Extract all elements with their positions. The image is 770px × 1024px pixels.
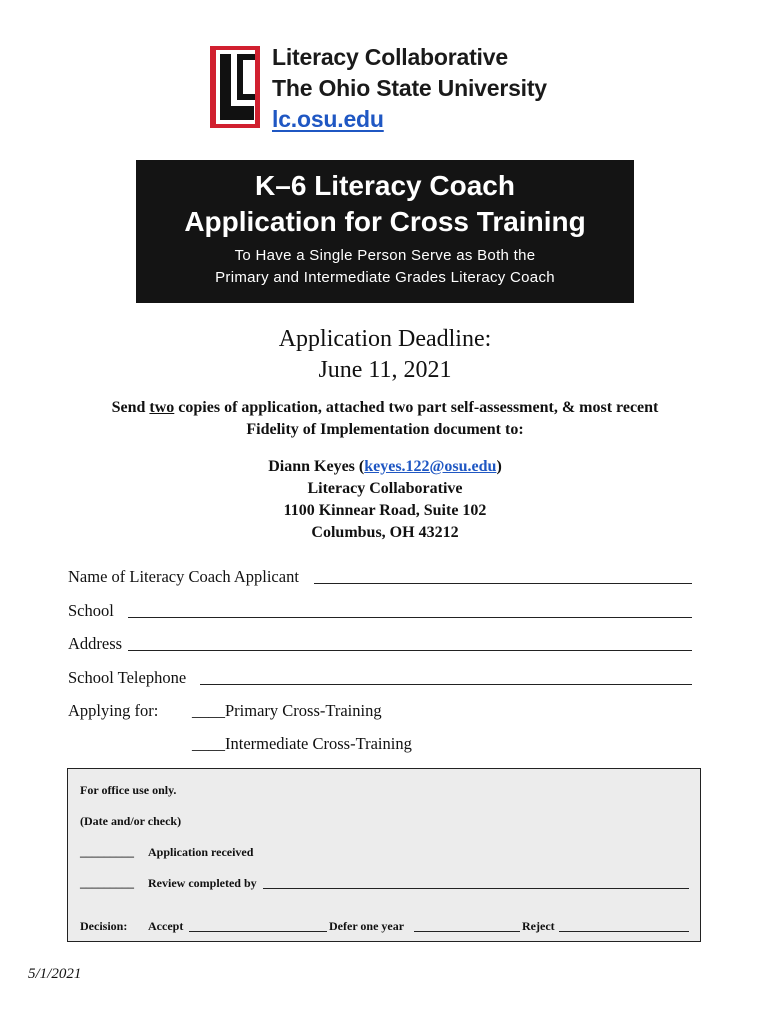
title-line-2: Application for Cross Training: [184, 206, 586, 237]
contact-org: Literacy Collaborative: [307, 480, 463, 497]
applicant-name-label: Name of Literacy Coach Applicant: [68, 567, 299, 586]
contact-paren: ): [496, 458, 502, 475]
accept-label: Accept: [148, 919, 184, 933]
accept-field[interactable]: [189, 931, 327, 932]
applying-for-label: Applying for:: [68, 701, 159, 720]
reject-field[interactable]: [559, 931, 689, 932]
school-label: School: [68, 601, 114, 620]
reject-label: Reject: [522, 919, 555, 933]
review-blank[interactable]: _________: [80, 876, 134, 890]
literacy-collaborative-logo: [210, 46, 260, 128]
contact-street: 1100 Kinnear Road, Suite 102: [283, 502, 487, 519]
contact-person: Diann Keyes (: [268, 458, 365, 475]
instructions-line-2: Fidelity of Implementation document to:: [246, 421, 524, 438]
revision-date: 5/1/2021: [28, 966, 82, 982]
office-heading: For office use only.: [80, 783, 177, 797]
deadline-label: Application Deadline:: [278, 326, 492, 352]
address-label: Address: [68, 634, 123, 653]
website-link[interactable]: lc.osu.edu: [272, 106, 384, 132]
instructions-text: Send: [111, 399, 150, 416]
received-blank[interactable]: _________: [80, 845, 134, 859]
intermediate-option[interactable]: ____Intermediate Cross-Training: [192, 734, 412, 753]
telephone-label: School Telephone: [68, 668, 187, 687]
org-block: [272, 42, 547, 135]
primary-option[interactable]: ____Primary Cross-Training: [192, 701, 382, 720]
instructions-text: copies of application, attached two part self-assessment, & most recent: [174, 399, 659, 416]
office-use-box: [67, 768, 701, 942]
received-label: Application received: [148, 845, 254, 859]
reviewer-field[interactable]: [263, 888, 689, 889]
subtitle-line-1: To Have a Single Person Serve as Both the: [234, 247, 536, 264]
university-name: The Ohio State University: [272, 75, 547, 101]
title-banner: [136, 160, 634, 303]
title-line-1: K–6 Literacy Coach: [255, 170, 515, 201]
date-check-label: (Date and/or check): [80, 814, 182, 828]
decision-label: Decision:: [80, 919, 128, 933]
contact-name: [0, 456, 770, 478]
defer-field[interactable]: [414, 931, 520, 932]
school-field[interactable]: [128, 617, 692, 618]
instructions-line-1: [0, 397, 770, 419]
defer-label: Defer one year: [329, 919, 405, 933]
subtitle-line-2: Primary and Intermediate Grades Literacy Coach: [215, 269, 555, 286]
telephone-field[interactable]: [200, 684, 692, 685]
org-name: Literacy Collaborative: [272, 44, 508, 70]
instructions-emphasis: two: [149, 399, 175, 416]
review-label: Review completed by: [148, 876, 257, 890]
address-field[interactable]: [128, 650, 692, 651]
contact-city: Columbus, OH 43212: [311, 524, 459, 541]
applicant-name-field[interactable]: [314, 583, 692, 584]
deadline-date: June 11, 2021: [318, 357, 452, 383]
contact-email-link[interactable]: keyes.122@osu.edu: [364, 458, 497, 475]
